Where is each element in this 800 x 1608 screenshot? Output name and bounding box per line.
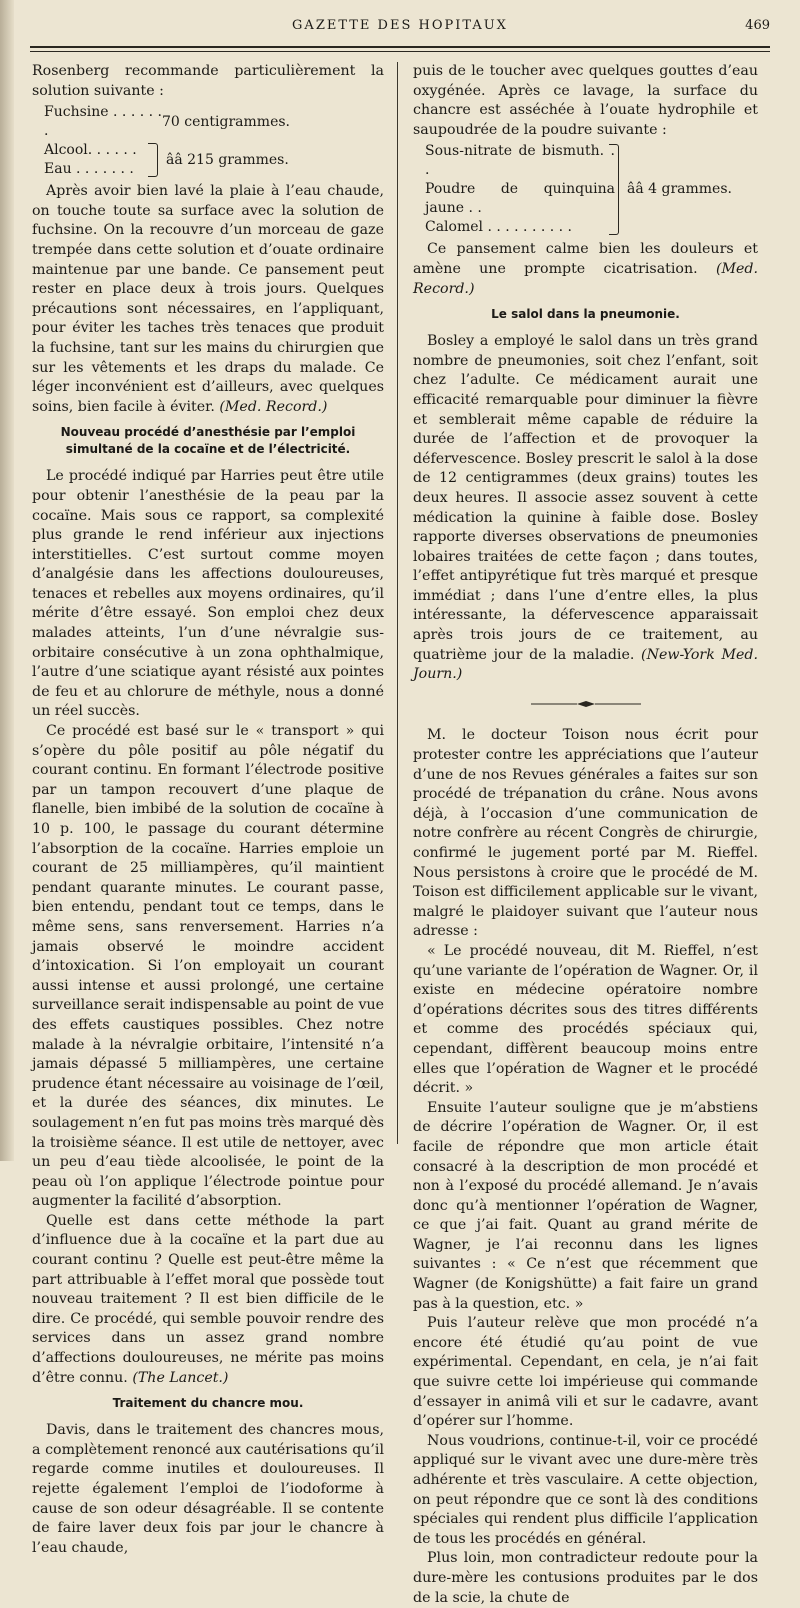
section-separator-ornament xyxy=(413,695,758,715)
recipe-ingredient: Fuchsine . . . . . . . xyxy=(44,104,162,140)
paragraph-dure-mere: Nous voudrions, continue-t-il, voir ce procédé appliqué sur le vivant avec une dure-mère très adhérente et très vasculaire. A cette objection, on peut répondre que ce sont là des conditions spéciales qui rendent plus difficile l’application de tous les procédés en général. xyxy=(413,1432,758,1547)
paragraph-lavage: puis de le toucher avec quelques gouttes d’eau oxygénée. Après ce lavage, la surface du chancre est asséchée à l’ouate hydrophile et saupoudrée de la poudre suivante : xyxy=(413,63,758,138)
fuchsine-paragraph: Après avoir bien lavé la plaie à l’eau chaude, on touche toute sa surface avec la solution de fuchsine. On la recouvre d’un morceau de gaze trempée dans cette solution et d’ouate ordinaire maintenue par une bande. Ce pansement peut rester en place deux à trois jours. Quelques précautions sont nécessaires, en l’appliquant, pour éviter les taches très tenaces que produit la fuchsine, tant sur les mains du chirurgien que sur les vêtements et les draps du malade. Ce léger inconvénient est d’ailleurs, avec quelques soins, bien facile à éviter. (Med. Record.) xyxy=(32,183,384,415)
recipe-brace xyxy=(609,144,619,235)
paragraph-contradicteur: Plus loin, mon contradicteur redoute pour la dure-mère les contusions produites par le dos de la scie, la chute de xyxy=(413,1550,758,1606)
paragraph-bosley: Bosley a employé le salol dans un très grand nombre de pneumonies, soit chez l’enfant, soit chez l’adulte. Ce médicament aurait une efficacité remarquable pour diminuer la fièvre et semblerait même capable de réduire la durée de l’affection et de provoquer la défervescence. Bosley prescrit le salol à la dose de 12 centigrammes (deux grains) toutes les deux heures. Il associe assez souvent à cette médication la quinine à faible dose. Bosley rapporte diverses observations de pneumonies lobaires traitées de cette façon ; dans toutes, l’effet antipyrétique fut très marqué et presque immédiat ; dans l’une d’entre elles, la plus intéressante, la défervescence apparaissait après trois jours de ce traitement, au quatrième jour de la maladie. (New-York Med. Journ.) xyxy=(413,333,758,683)
page-binding-shadow xyxy=(0,0,14,1161)
section-heading-anesthesie: Nouveau procédé d’anesthésie par l’emploi simultané de la cocaïne et de l’électricité. xyxy=(60,425,356,457)
recipe-quantity: ââ 215 grammes. xyxy=(166,151,289,168)
paragraph-wagner: Ensuite l’auteur souligne que je m’abstiens de décrire l’opération de Wagner. Or, il est facile de répondre que mon article était consacré à la description de mon procédé et non à l’exposé du procédé allemand. Je n’avais donc qu’à mentionner l’opération de Wagner, ce que j’ai fait. Quant au grand mérite de Wagner, je l’ai reconnu dans les lignes suivantes : « Ce n’est que récemment que Wagner (de Konigshütte) a fait faire un grand pas à la question, etc. » xyxy=(413,1099,758,1312)
section-heading-salol: Le salol dans la pneumonie. xyxy=(491,307,680,322)
recipe-quantity: 70 centigrammes. xyxy=(162,113,290,130)
header-rule-thin xyxy=(30,51,770,52)
paragraph-experimental: Puis l’auteur relève que mon procédé n’a encore été étudié qu’au point de vue expérimental. Cependant, en cela, je n’ai fait que suivre cette loi impérieuse qui commande d’essayer in animâ vili et sur le cadavre, avant d’opérer sur l’homme. xyxy=(413,1315,758,1430)
paragraph-toison: M. le docteur Toison nous écrit pour protester contre les appréciations que l’auteur d’une de nos Revues générales a faites sur son procédé de trépanation du crâne. Nous avons déjà, à l’occasion d’une communication de notre confrère au récent Congrès de chirurgie, confirmé le jugement porté par M. Rieffel. Nous persistons à croire que le procédé de M. Toison est difficilement applicable sur le vivant, malgré le plaidoyer suivant que l’auteur nous adresse : xyxy=(413,727,758,940)
paragraph-influence: Quelle est dans cette méthode la part d’influence due à la cocaïne et la part due au courant continu ? Quelle est peut-être même la part attribuable à l’effet moral que possède tout nouveau traitement ? Il est bien difficile de le dire. Ce procédé, qui semble pouvoir rendre des services dans un assez grand nombre d’affections douloureuses, ne mérite pas moins d’être connu. (The Lancet.) xyxy=(32,1212,384,1386)
journal-title: GAZETTE DES HOPITAUX xyxy=(292,18,508,33)
recipe-ingredient: Sous-nitrate de bismuth. . . xyxy=(425,143,615,179)
paragraph-harries: Le procédé indiqué par Harries peut être utile pour obtenir l’anesthésie de la peau par la cocaïne. Mais sous ce rapport, sa complexité plus grande le rend inférieur aux injections interstitielles. C’est surtout comme moyen d’analgésie dans les affections douloureuses, tenaces et rebelles aux moyens ordinaires, qu’il mérite d’être essayé. Son emploi chez deux malades atteints, l’un d’une névralgie sus-orbitaire consécutive à un zona ophthalmique, l’autre d’une sciatique ayant résisté aux pointes de feu et au chlorure de méthyle, nous a donné un réel succès. xyxy=(32,468,384,720)
section-heading-chancre: Traitement du chancre mou. xyxy=(112,1396,304,1411)
right-column xyxy=(413,62,758,1608)
source-citation: (Med. Record.) xyxy=(413,260,758,297)
paragraph-pansement: Ce pansement calme bien les douleurs et amène une prompte cicatrisation. (Med. Record.) xyxy=(413,241,758,297)
paragraph-quote-rieffel: « Le procédé nouveau, dit M. Rieffel, n’est qu’une variante de l’opération de Wagner. Or, il existe en médecine opératoire nombre d’opérations décrites sous des titres différents et comme des procédés spéciaux qui, cependant, diffèrent beaucoup moins entre elles que l’opération de Wagner et le procédé décrit. » xyxy=(413,942,758,1097)
source-citation: (Med. Record.) xyxy=(219,398,328,415)
intro-paragraph: Rosenberg recommande particulièrement la solution suivante : xyxy=(32,63,384,99)
recipe-ingredient: Poudre de quinquina jaune . . xyxy=(425,181,615,217)
page-number: 469 xyxy=(745,18,770,33)
source-citation: (The Lancet.) xyxy=(132,1369,229,1386)
header-rule-thick xyxy=(30,46,770,48)
paragraph-procede: Ce procédé est basé sur le « transport » qui s’opère du pôle positif au pôle négatif du courant continu. En formant l’électrode positive par un tampon recouvert d’une plaque de flanelle, bien imbibé de la solution de cocaïne à 10 p. 100, le passage du courant détermine l’absorption de la cocaïne. Harries emploie un courant de 25 milliampères, qu’il maintient pendant quarante minutes. Le courant passe, bien entendu, pendant tout ce temps, dans le même sens, sans renversement. Harries n’a jamais observé le moindre accident d’intoxication. Si l’on employait un courant aussi intense et aussi prolongé, une certaine surveillance serait indispensable au point de vue des effets caustiques possibles. Chez notre malade à la névralgie orbitaire, l’intensité n’a jamais dépassé 5 milliampères, une certaine prudence étant nécessaire au voisinage de l’œil, et la durée des séances, dix minutes. Le soulagement n’en fut pas moins très marqué dès la troisième séance. Il est utile de nettoyer, avec un peu d’eau tiède alcoolisée, le point de la peau où l’on applique l’électrode pointue pour augmenter la facilité d’absorption. xyxy=(32,723,384,1210)
paragraph-davis: Davis, dans le traitement des chancres mous, a complètement renoncé aux cautérisations qu’il regarde comme inutiles et douloureuses. Il rejette également l’emploi de l’iodoforme à cause de son odeur désagréable. Il se contente de faire laver deux fois par jour le chancre à l’eau chaude, xyxy=(32,1422,384,1556)
recipe-ingredient: Alcool. . . . . . xyxy=(44,142,137,159)
source-citation: (New-York Med. Journ.) xyxy=(413,646,758,683)
recipe-quantity: ââ 4 grammes. xyxy=(627,181,732,198)
page-header xyxy=(30,18,770,40)
fuchsine-recipe xyxy=(44,103,384,179)
recipe-ingredient: Calomel . . . . . . . . . . xyxy=(425,219,573,236)
powder-recipe xyxy=(425,142,758,237)
recipe-ingredient: Eau . . . . . . . xyxy=(44,161,134,178)
recipe-brace xyxy=(148,143,158,177)
left-column xyxy=(32,62,384,1558)
column-divider xyxy=(397,62,398,1144)
